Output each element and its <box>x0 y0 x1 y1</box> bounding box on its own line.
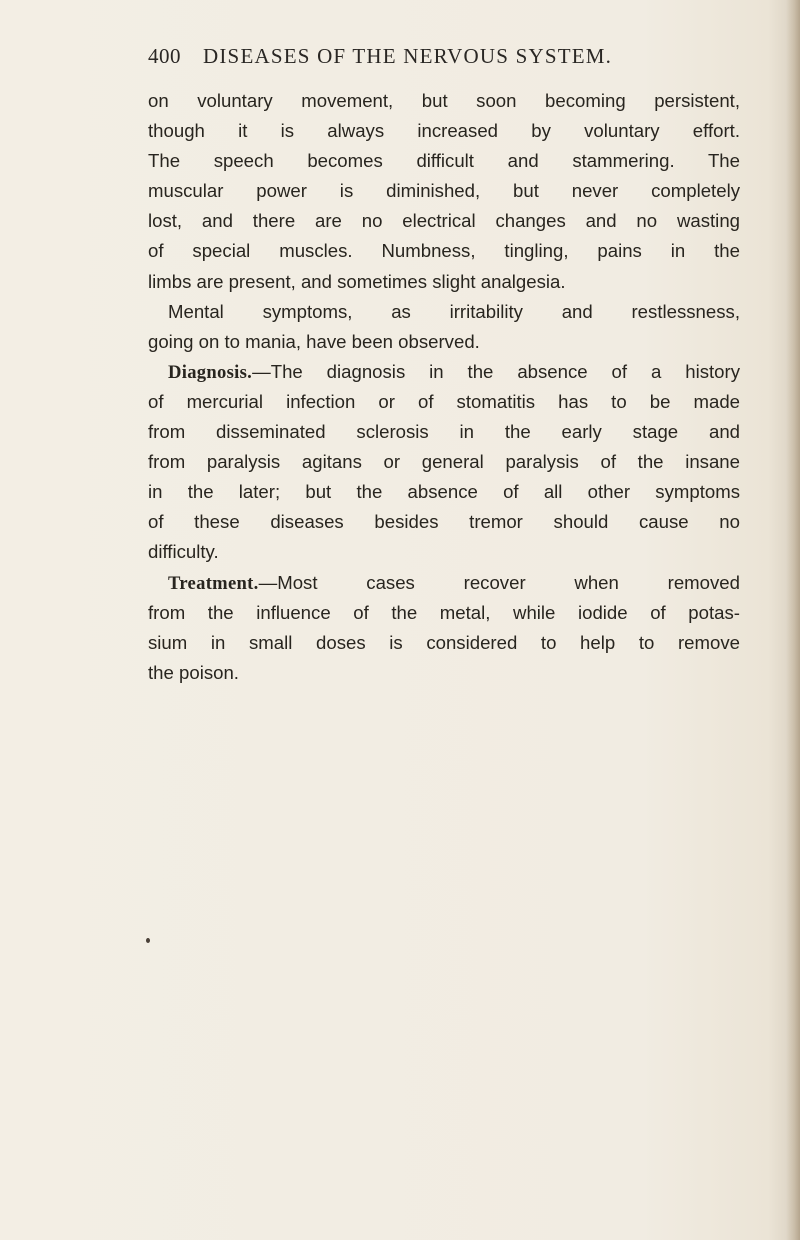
diagnosis-first-line <box>148 357 740 387</box>
header-title: DISEASES OF THE NERVOUS SYSTEM. <box>203 44 613 68</box>
treatment-heading: Treatment. <box>168 572 259 594</box>
text-line: going on to mania, have been observed. <box>148 330 480 352</box>
page-edge-shadow <box>786 0 800 1240</box>
text-line: of mercurial infection or of stomatitis has to be made <box>148 390 740 412</box>
text-line: though it is always increased by voluntary effort. <box>148 120 740 142</box>
text-line: limbs are present, and sometimes slight analgesia. <box>148 270 566 292</box>
treatment-first-line <box>148 568 740 598</box>
running-head <box>0 44 800 76</box>
text-line: muscular power is diminished, but never completely <box>148 180 740 202</box>
page-number: 400 <box>148 44 181 68</box>
treatment-first-line-text: —Most cases recover when removed <box>258 571 740 593</box>
diagnosis-first-line-text: —The diagnosis in the absence of a history <box>252 360 740 382</box>
text-line: Mental symptoms, as irritability and restlessness, <box>168 300 740 322</box>
text-line: difficulty. <box>148 541 219 563</box>
text-line: the poison. <box>148 661 239 683</box>
diagnosis-heading: Diagnosis. <box>168 361 253 383</box>
body-text <box>148 86 740 688</box>
text-line: from the influence of the metal, while iodide of potas- <box>148 601 740 623</box>
text-line: of these diseases besides tremor should cause no <box>148 511 740 533</box>
text-line: of special muscles. Numbness, tingling, pains in the <box>148 240 740 262</box>
text-line: in the later; but the absence of all other symptoms <box>148 481 740 503</box>
text-line: sium in small doses is considered to help to remove <box>148 631 740 653</box>
text-line: lost, and there are no electrical changes and no wasting <box>148 210 740 232</box>
text-line: from disseminated sclerosis in the early stage and <box>148 421 740 443</box>
text-line: The speech becomes difficult and stammering. The <box>148 150 740 172</box>
text-line: on voluntary movement, but soon becoming persistent, <box>148 90 740 111</box>
ink-speck <box>146 938 150 943</box>
text-line: from paralysis agitans or general paralysis of the insane <box>148 451 740 473</box>
